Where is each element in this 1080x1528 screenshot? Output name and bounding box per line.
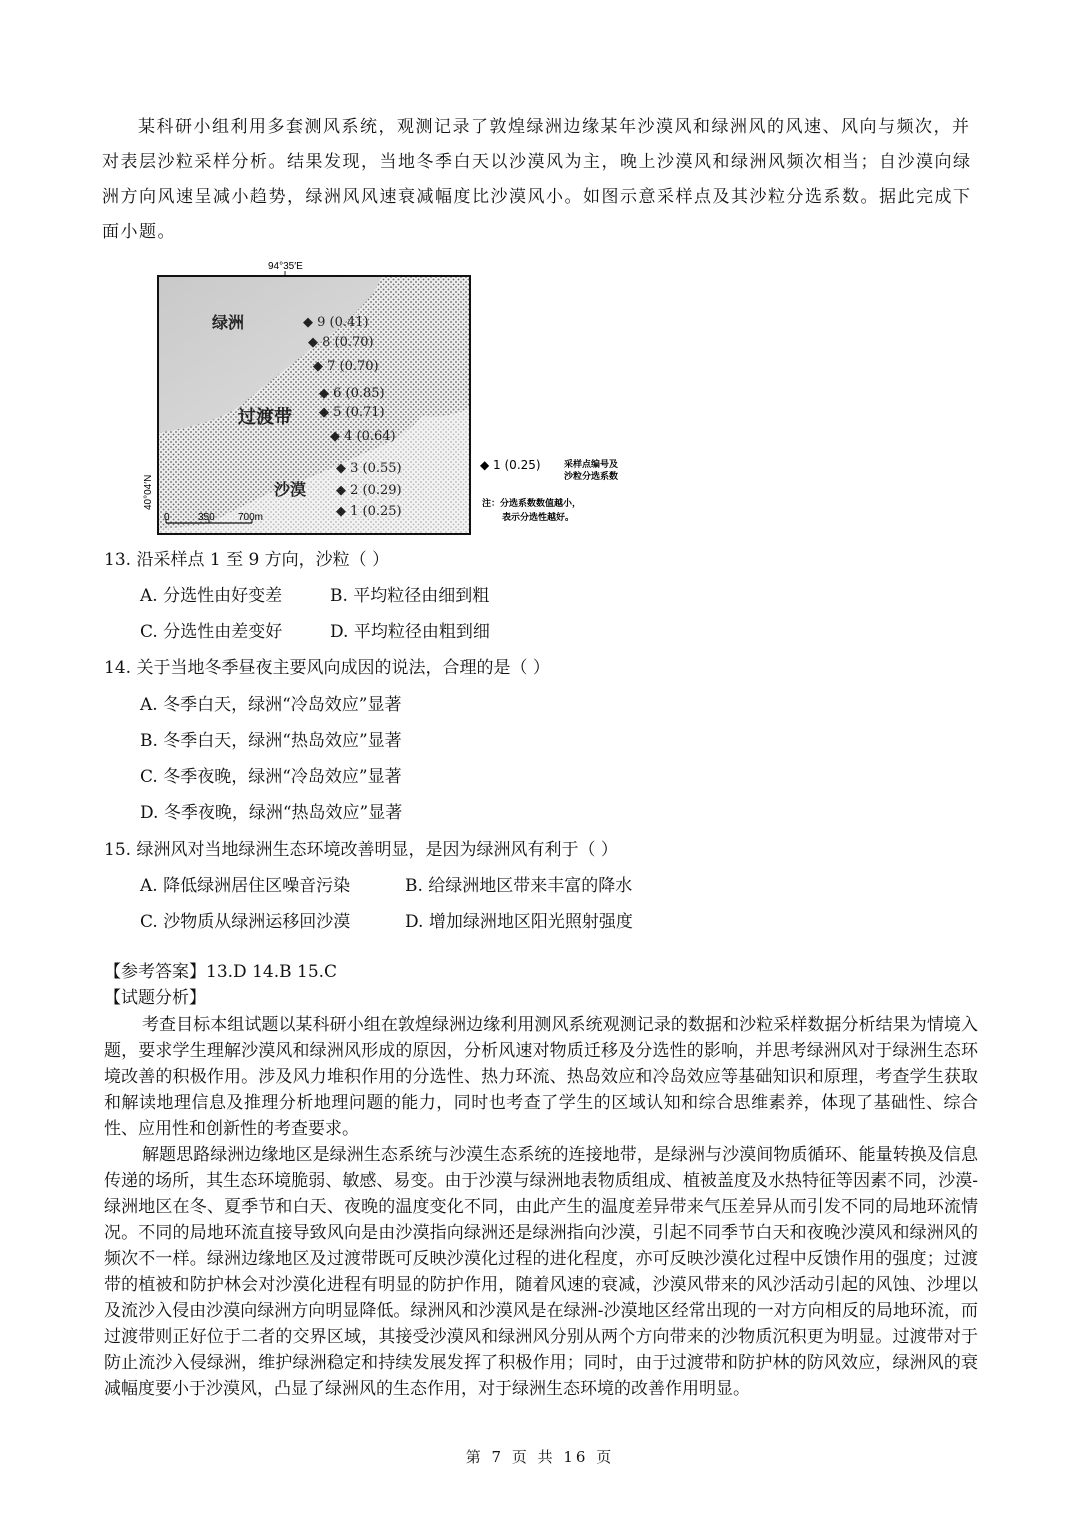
sample-point-label: 2 (0.29)	[350, 483, 402, 498]
sample-point-9: ◆ 9 (0.41)	[303, 315, 369, 330]
scale-end: 700m	[238, 512, 264, 523]
sample-point-7: ◆ 7 (0.70)	[313, 359, 379, 374]
q15-stem: 15. 绿洲风对当地绿洲生态环境改善明显，是因为绿洲风有利于（ ）	[104, 840, 618, 860]
transition-label: 过渡带	[238, 407, 292, 428]
scale-zero: 0	[164, 512, 170, 523]
q14-option-a: A. 冬季白天，绿洲“冷岛效应”显著	[140, 695, 402, 715]
sample-point-8: ◆ 8 (0.70)	[308, 335, 374, 350]
q14-stem: 14. 关于当地冬季昼夜主要风向成因的说法，合理的是（ ）	[104, 658, 550, 678]
sample-point-label: 9 (0.41)	[317, 315, 369, 330]
oasis-label: 绿洲	[212, 313, 245, 332]
legend-symbol-label: 1 (0.25)	[493, 458, 541, 472]
q13-option-b: B. 平均粒径由细到粗	[330, 586, 490, 606]
q15-option-c: C. 沙物质从绿洲运移回沙漠	[140, 912, 351, 932]
q13-stem: 13. 沿采样点 1 至 9 方向，沙粒（ ）	[104, 550, 390, 570]
analysis-paragraph-1: 考查目标本组试题以某科研小组在敦煌绿洲边缘利用测风系统观测记录的数据和沙粒采样数据分析结果为情境入题，要求学生理解沙漠风和绿洲风形成的原因，分析风速对物质迁移及分选性的影响，并思考绿洲风对于绿洲生态环境改善的积极作用。涉及风力堆积作用的分选性、热力环流、热岛效应和冷岛效应等基础知识和原理，考查学生获取和解读地理信息及推理分析地理问题的能力，同时也考查了学生的区域认知和综合思维素养，体现了基础性、综合性、应用性和创新性的考查要求。	[104, 1015, 978, 1139]
q13-option-c: C. 分选性由差变好	[140, 622, 283, 642]
page-footer: 第 7 页 共 16 页	[465, 1448, 615, 1466]
sample-point-label: 1 (0.25)	[350, 504, 402, 519]
sample-point-label: 3 (0.55)	[350, 461, 402, 476]
analysis-heading: 【试题分析】	[104, 988, 206, 1008]
q15-option-d: D. 增加绿洲地区阳光照射强度	[405, 912, 633, 932]
desert-label: 沙漠	[274, 480, 307, 499]
q15-option-a: A. 降低绿洲居住区噪音污染	[140, 876, 351, 896]
q14-option-d: D. 冬季夜晚，绿洲“热岛效应”显著	[140, 803, 403, 823]
sample-point-label: 7 (0.70)	[327, 359, 379, 374]
sample-point-4: ◆ 4 (0.64)	[330, 429, 396, 444]
sampling-map	[143, 258, 630, 538]
legend-symbol: ◆ 1 (0.25)	[480, 458, 541, 472]
scale-mid: 350	[198, 512, 215, 523]
sample-point-2: ◆ 2 (0.29)	[336, 483, 402, 498]
longitude-label: 94°35′E	[268, 261, 303, 272]
legend-note-2: 表示分选性越好。	[502, 513, 575, 523]
reference-answer: 【参考答案】13.D 14.B 15.C	[104, 962, 338, 982]
legend-desc-1: 采样点编号及	[564, 460, 619, 470]
intro-paragraph: 某科研小组利用多套测风系统，观测记录了敦煌绿洲边缘某年沙漠风和绿洲风的风速、风向与频次，并对表层沙粒采样分析。结果发现，当地冬季白天以沙漠风为主，晚上沙漠风和绿洲风频次相当；自沙漠向绿洲方向风速呈减小趋势，绿洲风风速衰减幅度比沙漠风小。如图示意采样点及其沙粒分选系数。据此完成下面小题。	[102, 117, 972, 242]
legend-desc-2: 沙粒分选系数	[564, 472, 619, 482]
sample-point-1: ◆ 1 (0.25)	[336, 504, 402, 519]
sample-point-label: 6 (0.85)	[333, 386, 385, 401]
latitude-label: 40°04′N	[143, 474, 154, 510]
analysis-paragraph-2: 解题思路绿洲边缘地区是绿洲生态系统与沙漠生态系统的连接地带，是绿洲与沙漠间物质循环、能量转换及信息传递的场所，其生态环境脆弱、敏感、易变。由于沙漠与绿洲地表物质组成、植被盖度及水热特征等因素不同，沙漠-绿洲地区在冬、夏季节和白天、夜晚的温度变化不同，由此产生的温度差异带来气压差异从而引发不同的局地环流情况。不同的局地环流直接导致风向是由沙漠指向绿洲还是绿洲指向沙漠，引起不同季节白天和夜晚沙漠风和绿洲风的频次不一样。绿洲边缘地区及过渡带既可反映沙漠化过程的进化程度，亦可反映沙漠化过程中反馈作用的强度；过渡带的植被和防护林会对沙漠化进程有明显的防护作用，随着风速的衰减，沙漠风带来的风沙活动引起的风蚀、沙埋以及流沙入侵由沙漠向绿洲方向明显降低。绿洲风和沙漠风是在绿洲-沙漠地区经常出现的一对方向相反的局地环流，而过渡带则正好位于二者的交界区域，其接受沙漠风和绿洲风分别从两个方向带来的沙物质沉积更为明显。过渡带对于防止流沙入侵绿洲，维护绿洲稳定和持续发展发挥了积极作用；同时，由于过渡带和防护林的防风效应，绿洲风的衰减幅度要小于沙漠风，凸显了绿洲风的生态作用，对于绿洲生态环境的改善作用明显。	[104, 1145, 978, 1399]
sample-point-5: ◆ 5 (0.71)	[319, 405, 385, 420]
q13-option-a: A. 分选性由好变差	[140, 586, 283, 606]
q14-option-c: C. 冬季夜晚，绿洲“冷岛效应”显著	[140, 767, 402, 787]
sample-point-label: 5 (0.71)	[333, 405, 385, 420]
sample-point-label: 8 (0.70)	[322, 335, 374, 350]
sample-point-label: 4 (0.64)	[344, 429, 396, 444]
sample-point-6: ◆ 6 (0.85)	[319, 386, 385, 401]
legend-note-1: 注：分选系数数值越小，	[482, 499, 582, 509]
sample-point-3: ◆ 3 (0.55)	[336, 461, 402, 476]
q14-option-b: B. 冬季白天，绿洲“热岛效应”显著	[140, 731, 402, 751]
q13-option-d: D. 平均粒径由粗到细	[330, 622, 490, 642]
map-legend	[480, 458, 618, 523]
q15-option-b: B. 给绿洲地区带来丰富的降水	[405, 876, 633, 896]
